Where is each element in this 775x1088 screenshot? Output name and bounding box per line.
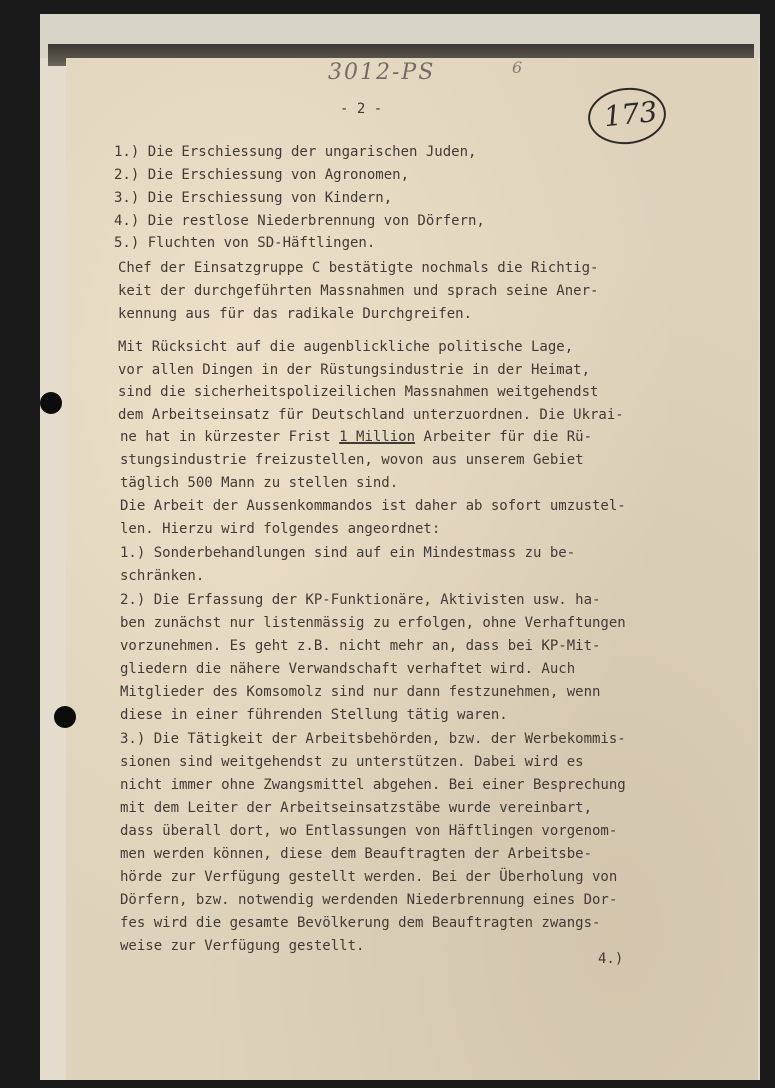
- text-line: gliedern die nähere Verwandschaft verhaftet wird. Auch: [120, 661, 576, 677]
- list-item: 1.) Die Erschiessung der ungarischen Juden,: [114, 144, 477, 160]
- list-item: 4.) Die restlose Niederbrennung von Dörfern,: [114, 213, 485, 229]
- folio-number: 173: [602, 94, 659, 134]
- text-line: [120, 426, 592, 448]
- list-item: 3.) Die Erschiessung von Kindern,: [114, 190, 393, 206]
- text-line: keit der durchgeführten Massnahmen und sprach seine Aner-: [118, 283, 599, 299]
- text-line: Die Arbeit der Aussenkommandos ist daher ab sofort umzustel-: [120, 498, 626, 514]
- text-segment: Arbeiter für die Rü-: [415, 429, 593, 445]
- text-line: kennung aus für das radikale Durchgreifen.: [118, 306, 473, 322]
- text-line: 2.) Die Erfassung der KP-Funktionäre, Aktivisten usw. ha-: [120, 592, 601, 608]
- text-line: hörde zur Verfügung gestellt werden. Bei der Überholung von: [120, 869, 618, 885]
- text-segment: ne hat in kürzester Frist: [120, 429, 340, 445]
- text-line: sionen sind weitgehendst zu unterstützen. Dabei wird es: [120, 754, 584, 770]
- text-line: stungsindustrie freizustellen, wovon aus unserem Gebiet: [120, 452, 584, 468]
- text-line: ben zunächst nur listenmässig zu erfolgen, ohne Verhaftungen: [120, 615, 626, 631]
- punch-hole: [54, 706, 76, 728]
- text-line: 1.) Sonderbehandlungen sind auf ein Mindestmass zu be-: [120, 545, 576, 561]
- page-number: - 2 -: [340, 101, 383, 117]
- text-line: dass überall dort, wo Entlassungen von Häftlingen vorgenom-: [120, 823, 618, 839]
- text-line: Chef der Einsatzgruppe C bestätigte nochmals die Richtig-: [118, 260, 599, 276]
- text-line: nicht immer ohne Zwangsmittel abgehen. Bei einer Besprechung: [120, 777, 626, 793]
- continuation-marker: 4.): [598, 951, 624, 967]
- list-item: 5.) Fluchten von SD-Häftlingen.: [114, 235, 376, 251]
- archive-reference: 3012-PS: [328, 60, 436, 85]
- text-line: vor allen Dingen in der Rüstungsindustrie in der Heimat,: [118, 362, 591, 378]
- text-line: Dörfern, bzw. notwendig werdenden Niederbrennung eines Dor-: [120, 892, 618, 908]
- archive-number: 6: [512, 58, 523, 77]
- punch-hole: [40, 392, 62, 414]
- text-line: 3.) Die Tätigkeit der Arbeitsbehörden, bzw. der Werbekommis-: [120, 731, 626, 747]
- text-line: dem Arbeitseinsatz für Deutschland unterzuordnen. Die Ukrai-: [118, 407, 624, 423]
- text-line: men werden können, diese dem Beauftragten der Arbeitsbe-: [120, 846, 593, 862]
- text-line: sind die sicherheitspolizeilichen Massnahmen weitgehendst: [118, 384, 599, 400]
- text-line: vorzunehmen. Es geht z.B. nicht mehr an, dass bei KP-Mit-: [120, 638, 601, 654]
- text-line: mit dem Leiter der Arbeitseinsatzstäbe wurde vereinbart,: [120, 800, 593, 816]
- text-line: täglich 500 Mann zu stellen sind.: [120, 475, 399, 491]
- text-line: Mit Rücksicht auf die augenblickliche politische Lage,: [118, 339, 574, 355]
- text-line: len. Hierzu wird folgendes angeordnet:: [120, 521, 441, 537]
- text-line: fes wird die gesamte Bevölkerung dem Beauftragten zwangs-: [120, 915, 601, 931]
- text-line: diese in einer führenden Stellung tätig waren.: [120, 707, 508, 723]
- text-line: Mitglieder des Komsomolz sind nur dann festzunehmen, wenn: [120, 684, 601, 700]
- text-line: schränken.: [120, 568, 205, 584]
- underlined-figure: 1 Million: [339, 429, 416, 445]
- list-item: 2.) Die Erschiessung von Agronomen,: [114, 167, 410, 183]
- text-line: weise zur Verfügung gestellt.: [120, 938, 365, 954]
